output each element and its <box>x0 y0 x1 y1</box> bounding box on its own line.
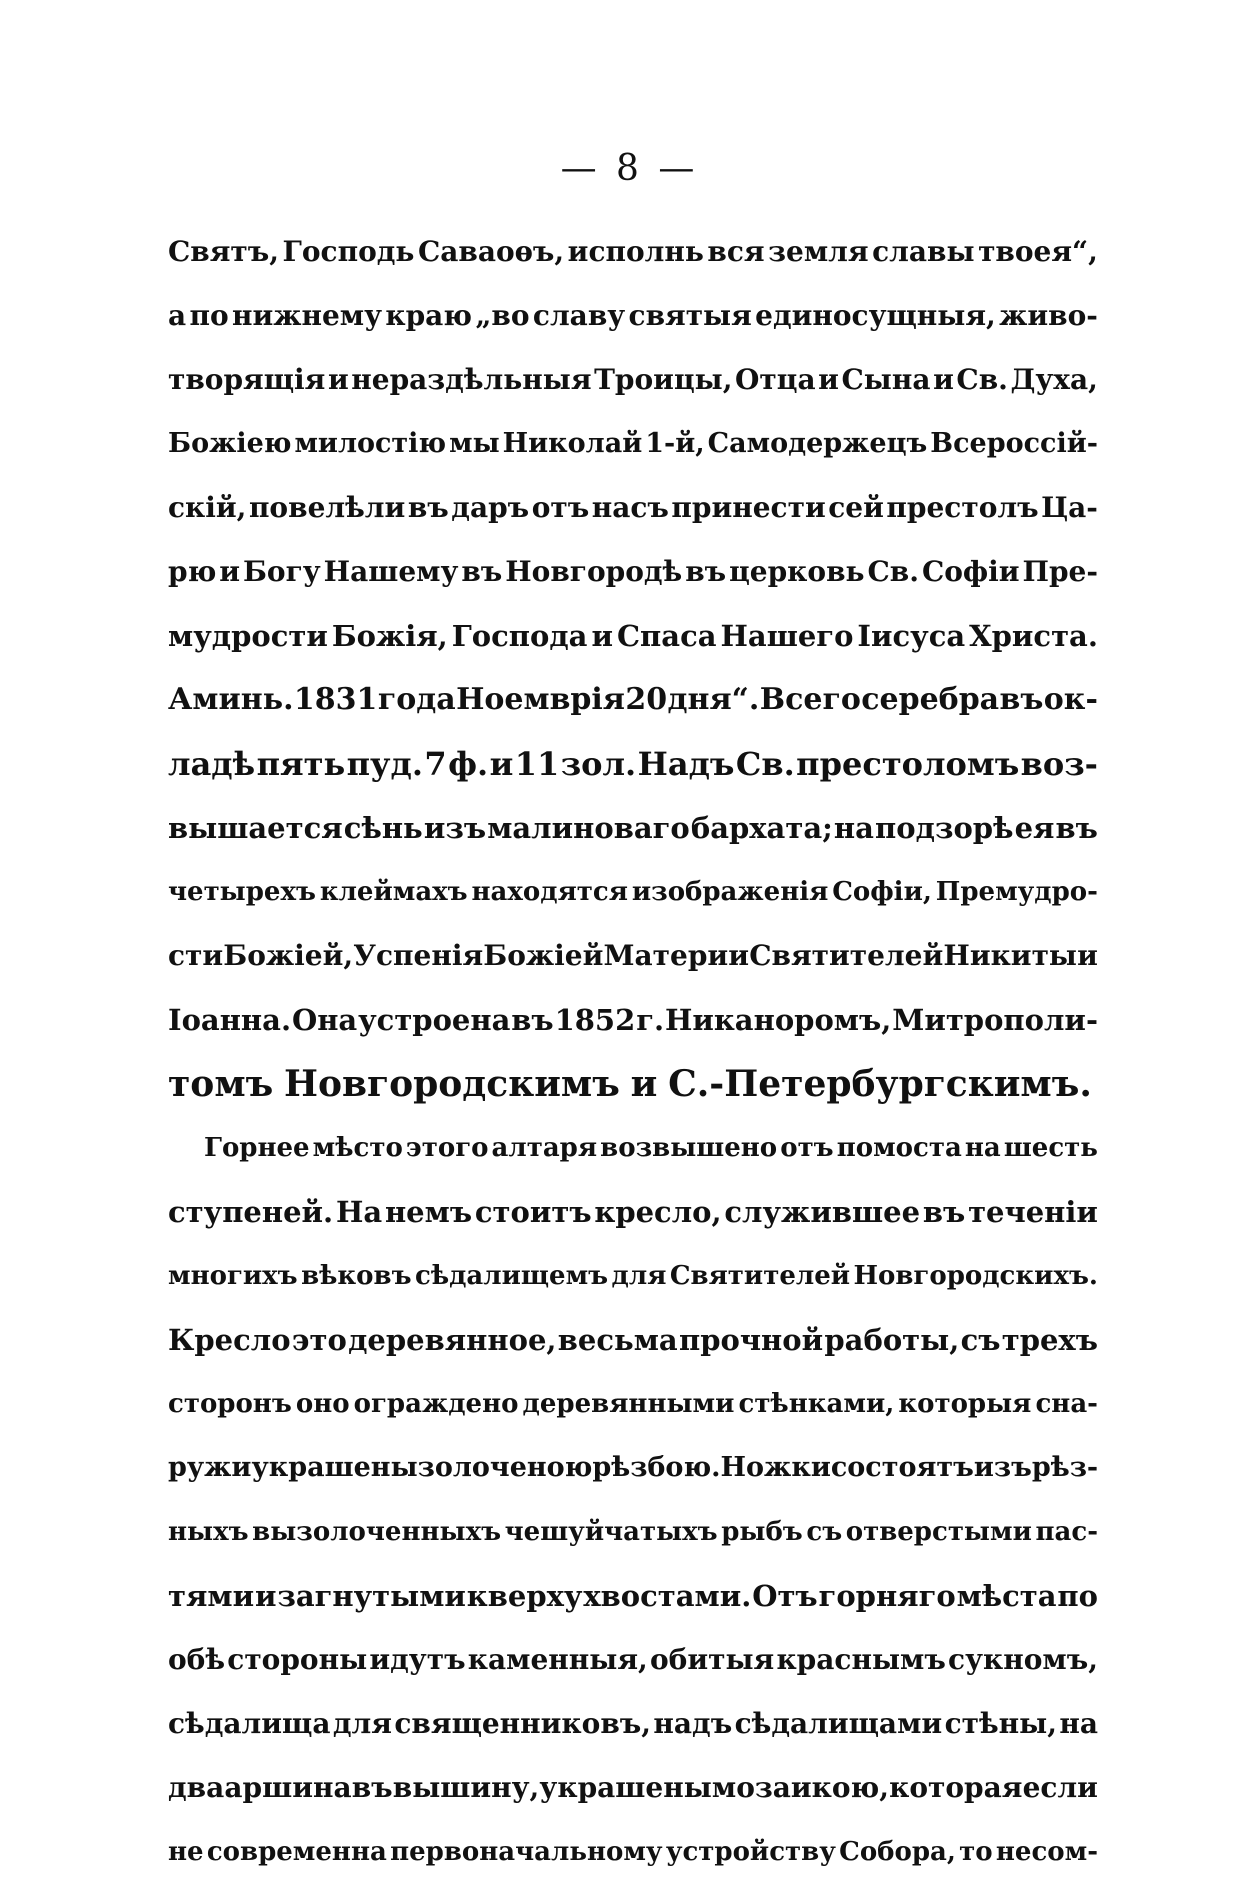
word: единосущныя, <box>755 299 996 332</box>
word: Сына <box>841 363 931 396</box>
word: а <box>168 299 187 332</box>
word: славу <box>532 299 626 332</box>
word: ступеней. <box>168 1195 334 1229</box>
word: многихъ <box>168 1261 298 1291</box>
word: въ <box>351 1771 393 1804</box>
word: Новгородскимъ <box>284 1063 620 1105</box>
word: изъ <box>973 1452 1032 1483</box>
word: сукномъ, <box>948 1643 1098 1676</box>
word: бархата; <box>690 811 833 845</box>
word: Всего <box>759 682 861 717</box>
word: и <box>591 619 613 653</box>
page-number: — 8 — <box>560 148 699 189</box>
word: 7 <box>424 745 447 783</box>
word: Святителей <box>669 1261 851 1291</box>
word: ф. <box>448 745 489 783</box>
word: рѣз- <box>1031 1452 1099 1483</box>
word: Горнее <box>204 1133 310 1163</box>
word: горняго <box>818 1579 956 1613</box>
word: стѣнками, <box>738 1389 895 1419</box>
word: славы <box>872 235 975 268</box>
word: сей <box>828 491 884 524</box>
word: изъ <box>423 811 487 845</box>
text-line <box>168 604 1098 668</box>
word: нижнему <box>231 299 383 332</box>
word: воз- <box>1020 745 1098 783</box>
word: Новгородскихъ. <box>853 1261 1098 1291</box>
word: возвышено <box>600 1133 778 1163</box>
word: деревянными <box>522 1389 735 1419</box>
word: обѣ <box>168 1643 226 1676</box>
word: исполнь <box>567 235 704 268</box>
word: которыя <box>898 1389 1032 1419</box>
word: Господа <box>451 619 588 653</box>
word: служившее <box>724 1195 921 1229</box>
word: Іисуса <box>857 619 966 653</box>
word: Духа, <box>1010 363 1098 396</box>
word: Божія, <box>331 619 448 653</box>
word: въ <box>461 555 503 588</box>
word: Христа. <box>969 619 1098 653</box>
word: подзорѣ <box>875 811 1014 845</box>
word: и <box>1077 939 1098 972</box>
word: вышину, <box>392 1771 540 1804</box>
word: Никиты <box>943 939 1077 972</box>
word: пуд. <box>346 745 423 783</box>
word: обитыя <box>650 1643 775 1676</box>
word: вся <box>707 235 765 268</box>
word: весьма <box>557 1323 678 1357</box>
word: это <box>291 1323 347 1357</box>
word: находятся <box>471 877 628 907</box>
word: Премудро- <box>935 877 1098 907</box>
word: золоченою <box>417 1452 593 1483</box>
word: и <box>489 745 514 783</box>
word: нераздѣльныя <box>351 363 592 396</box>
word: первоначальному <box>390 1837 663 1867</box>
word: то <box>959 1837 993 1867</box>
word: кверху <box>466 1579 583 1613</box>
word: клеймахъ <box>319 877 468 907</box>
word: и <box>630 1063 658 1105</box>
word: Іоанна. <box>168 1003 292 1037</box>
word: сти <box>168 939 224 972</box>
word: Троицы, <box>594 363 733 396</box>
word: стѣны, <box>944 1707 1057 1740</box>
word: мы <box>449 428 500 459</box>
text-line <box>168 1116 1098 1180</box>
word: Святъ, <box>168 235 280 268</box>
word: по <box>189 299 229 332</box>
word: серебра <box>861 682 1000 717</box>
word: въ <box>922 1195 966 1229</box>
word: состоятъ <box>830 1452 974 1483</box>
word: ок- <box>1043 682 1098 717</box>
word: на <box>964 1133 1001 1163</box>
word: въ <box>685 555 727 588</box>
word: съ <box>960 1323 1001 1357</box>
word: алтаря <box>491 1133 598 1163</box>
word: немъ <box>384 1195 473 1229</box>
word: которая <box>889 1771 1023 1804</box>
word: если <box>1022 1771 1098 1804</box>
word: томъ <box>168 1063 274 1105</box>
word: теченіи <box>968 1195 1098 1229</box>
word: престоломъ <box>796 745 1020 783</box>
word: мѣста <box>956 1579 1057 1613</box>
word: отъ <box>531 491 590 524</box>
text-line <box>168 1628 1098 1692</box>
word: аршина <box>224 1771 352 1804</box>
word: и <box>728 939 750 972</box>
text-line <box>168 1820 1098 1884</box>
word: ограждено <box>353 1389 519 1419</box>
word: Самодержецъ <box>707 428 928 459</box>
word: ружи <box>168 1452 252 1483</box>
word: помоста <box>836 1133 962 1163</box>
word: рѣзбою. <box>592 1452 721 1483</box>
word: престолъ <box>886 491 1039 524</box>
word: деревянное, <box>348 1323 557 1357</box>
word: прочной <box>678 1323 824 1357</box>
text-line <box>168 540 1098 604</box>
word: отверстыми <box>845 1517 1032 1547</box>
word: Святителей <box>749 939 944 972</box>
text-line <box>168 1500 1098 1564</box>
word: Собора, <box>839 1837 956 1867</box>
text-line <box>168 732 1098 796</box>
word: вѣковъ <box>301 1261 412 1291</box>
word: сѣдалища <box>168 1707 331 1740</box>
text-line <box>168 1692 1098 1756</box>
word: „во <box>475 299 530 332</box>
word: и <box>327 363 349 396</box>
text-line <box>168 1436 1098 1500</box>
word: на <box>833 811 874 845</box>
word: скій, <box>168 491 247 524</box>
text-line <box>168 924 1098 988</box>
text-line <box>168 412 1098 476</box>
word: живо- <box>999 299 1098 332</box>
word: четырехъ <box>168 877 316 907</box>
word: ладѣ <box>168 745 256 783</box>
text-line <box>168 284 1098 348</box>
word: въ <box>511 1003 554 1037</box>
word: милостію <box>294 428 447 459</box>
word: мѣсто <box>312 1133 403 1163</box>
word: Спаса <box>616 619 717 653</box>
word: съ <box>806 1517 843 1547</box>
word: Надъ <box>637 745 735 783</box>
text-line <box>168 1244 1098 1308</box>
word: 1831 <box>293 682 378 717</box>
text-line <box>168 1756 1098 1820</box>
text-line <box>168 1180 1098 1244</box>
word: рыбъ <box>721 1517 803 1547</box>
word: святыя <box>628 299 752 332</box>
word: пас- <box>1035 1517 1098 1547</box>
word: два <box>168 1771 225 1804</box>
word: и <box>933 363 954 396</box>
paragraph-1 <box>168 220 1098 1116</box>
word: С.-Петербургскимъ. <box>668 1063 1092 1105</box>
word: изображенія <box>631 877 829 907</box>
word: сторонъ <box>168 1389 292 1419</box>
word: Божіей <box>483 939 604 972</box>
word: сѣдалищемъ <box>414 1261 609 1291</box>
word: насъ <box>591 491 669 524</box>
word: Митрополи- <box>892 1003 1098 1037</box>
word: даръ <box>451 491 530 524</box>
word: дня“. <box>667 682 760 717</box>
paragraph-2 <box>168 1116 1098 1884</box>
word: Божіею <box>168 428 292 459</box>
word: и <box>818 363 839 396</box>
word: для <box>332 1707 392 1740</box>
word: каменныя, <box>467 1643 648 1676</box>
word: Кресло <box>168 1323 291 1357</box>
word: Матери <box>603 939 729 972</box>
word: Она <box>291 1003 358 1037</box>
word: для <box>611 1261 667 1291</box>
word: Св. <box>735 745 795 783</box>
word: украшены <box>251 1452 418 1483</box>
word: принести <box>671 491 826 524</box>
word: священниковъ, <box>394 1707 652 1740</box>
word: мудрости <box>168 619 328 653</box>
word: въ <box>407 491 449 524</box>
word: этого <box>405 1133 489 1163</box>
word: вышается <box>168 811 343 845</box>
word: Всероссій- <box>930 428 1098 459</box>
word: малиноваго <box>487 811 690 845</box>
word: Софіи, <box>832 877 932 907</box>
text-line <box>168 476 1098 540</box>
word: Ца- <box>1041 491 1098 524</box>
word: года <box>377 682 456 717</box>
body-text <box>168 220 1098 1884</box>
word: краснымъ <box>776 1643 946 1676</box>
word: Господь <box>282 235 415 268</box>
word: 11 <box>514 745 560 783</box>
word: Св. <box>956 363 1008 396</box>
word: 1-й, <box>645 428 705 459</box>
word: 20 <box>625 682 668 717</box>
word: надъ <box>653 1707 733 1740</box>
word: на <box>1059 1707 1098 1740</box>
text-line <box>168 988 1098 1052</box>
word: вызолоченныхъ <box>252 1517 502 1547</box>
word: Ножки <box>720 1452 831 1483</box>
word: повелѣли <box>248 491 406 524</box>
word: въ <box>999 682 1044 717</box>
word: Божіей, <box>223 939 354 972</box>
word: церковь <box>729 555 865 588</box>
word: Аминь. <box>168 682 294 717</box>
word: украшены <box>539 1771 712 1804</box>
word: Нашему <box>323 555 459 588</box>
text-line <box>168 1308 1098 1372</box>
word: трехъ <box>1001 1323 1098 1357</box>
word: ея <box>1014 811 1055 845</box>
word: Новгородѣ <box>505 555 683 588</box>
word: тями <box>168 1579 255 1613</box>
word: На <box>335 1195 383 1229</box>
word: загнутыми <box>277 1579 466 1613</box>
word: пять <box>256 745 346 783</box>
word: по <box>1057 1579 1098 1613</box>
word: не <box>168 1837 204 1867</box>
word: стороны <box>227 1643 368 1676</box>
word: оно <box>295 1389 350 1419</box>
text-line <box>168 348 1098 412</box>
text-line <box>168 860 1098 924</box>
text-line <box>168 668 1098 732</box>
word: Богу <box>242 555 321 588</box>
text-line <box>168 1564 1098 1628</box>
word: Успенія <box>353 939 484 972</box>
word: 1852 <box>554 1003 636 1037</box>
word: хвостами. <box>583 1579 752 1613</box>
word: Нашего <box>720 619 854 653</box>
word: устроена <box>358 1003 511 1037</box>
text-line <box>168 220 1098 284</box>
word: отъ <box>780 1133 834 1163</box>
word: современна <box>206 1837 387 1867</box>
word: рю <box>168 555 217 588</box>
word: сѣнь <box>343 811 423 845</box>
word: творящія <box>168 363 326 396</box>
word: стоитъ <box>474 1195 592 1229</box>
word: работы, <box>824 1323 960 1357</box>
word: сна- <box>1035 1389 1098 1419</box>
word: Св. <box>867 555 919 588</box>
word: Пре- <box>1022 555 1098 588</box>
word: Ноемврія <box>456 682 625 717</box>
word: и <box>219 555 241 588</box>
word: Никаноромъ, <box>664 1003 892 1037</box>
word: г. <box>636 1003 665 1037</box>
text-line <box>168 796 1098 860</box>
word: Саваоѳъ, <box>417 235 565 268</box>
word: несом- <box>995 1837 1098 1867</box>
word: кресло, <box>594 1195 722 1229</box>
word: краю <box>385 299 473 332</box>
word: и <box>254 1579 277 1613</box>
text-line <box>168 1372 1098 1436</box>
word: мозаикою, <box>711 1771 890 1804</box>
word: Софіи <box>921 555 1020 588</box>
word: зол. <box>560 745 637 783</box>
word: Отъ <box>752 1579 818 1613</box>
word: твоея“, <box>978 235 1098 268</box>
word: ныхъ <box>168 1517 249 1547</box>
word: чешуйчатыхъ <box>504 1517 718 1547</box>
word: устройству <box>665 1837 836 1867</box>
word: шесть <box>1003 1133 1098 1163</box>
word: въ <box>1055 811 1098 845</box>
word: земля <box>768 235 869 268</box>
word: сѣдалищами <box>734 1707 943 1740</box>
word: идутъ <box>369 1643 466 1676</box>
word: Николай <box>502 428 643 459</box>
word: Отца <box>735 363 816 396</box>
text-line <box>168 1052 1098 1116</box>
